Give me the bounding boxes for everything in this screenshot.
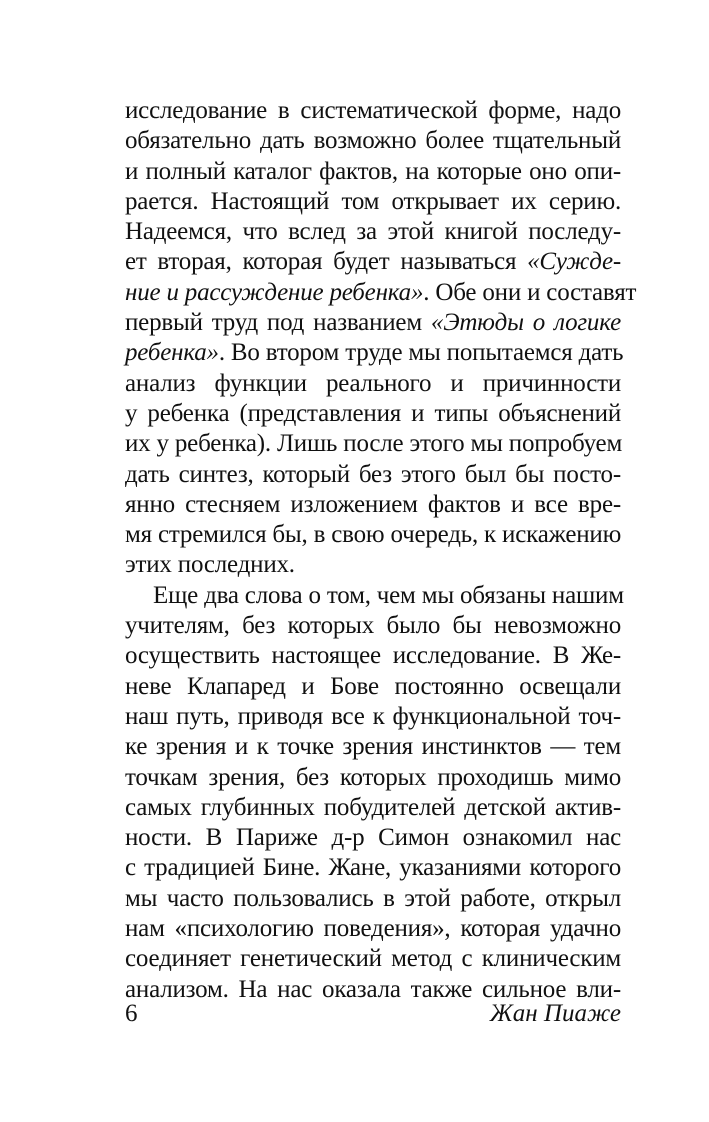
text-line: дать синтез, который без этого был бы посто- (125, 460, 621, 488)
text-line: нам «психологию поведения», которая удачно (125, 915, 621, 943)
text-line: Еще два слова о том, чем мы обязаны нашим (153, 581, 624, 609)
text-line: самых глубинных побудителей детской актив- (125, 793, 621, 821)
text-line: соединяет генетический метод с клиническим (125, 945, 621, 973)
text-line: учителям, без которых было бы невозможно (125, 612, 621, 640)
text-line: их у ребенка). Лишь после этого мы попробуем (125, 430, 623, 458)
text-segment: . Во втором труде мы попытаемся дать (218, 339, 624, 367)
book-title-italic: «Этюды о логике (430, 309, 621, 337)
text-line: обязательно дать возможно более тщательный (125, 127, 621, 155)
paragraph-1 (125, 96, 637, 581)
text-line: янно стесняем изложением фактов и все вре- (125, 490, 621, 518)
text-line: анализ функции реального и причинности (125, 369, 621, 397)
page-number: 6 (125, 1000, 138, 1027)
text-line: и полный каталог фактов, на которые оно опи- (125, 157, 621, 185)
text-segment: . Обе они и составят (423, 278, 637, 306)
text-line: неве Клапаред и Бове постоянно освещали (125, 672, 621, 700)
text-line: осуществить настоящее исследование. В Же- (125, 642, 621, 670)
text-line: исследование в систематической форме, надо (125, 97, 621, 124)
text-line: мы часто пользовались в этой работе, открыл (125, 884, 621, 912)
text-line: ности. В Париже д-р Симон ознакомил нас (125, 824, 621, 852)
text-line: ке зрения и к точке зрения инстинктов — тем (125, 733, 621, 761)
text-segment: ет вторая, которая будет называться (125, 248, 528, 276)
paragraph-2 (125, 581, 624, 1005)
text-line (125, 308, 621, 338)
text-line: у ребенка (представления и типы объяснений (125, 399, 621, 427)
text-line (125, 247, 621, 277)
text-line: с традицией Бине. Жане, указаниями которого (125, 854, 621, 882)
book-title-italic: «Сужде- (527, 248, 621, 276)
text-line: Надеемся, что вслед за этой книгой последу- (125, 218, 621, 246)
running-footer-author: Жан Пиаже (489, 1000, 621, 1027)
text-line (125, 278, 637, 308)
text-line: точкам зрения, без которых проходишь мимо (125, 763, 621, 791)
book-title-italic: ние и рассуждение ребенка» (125, 278, 424, 306)
page-footer (125, 1000, 621, 1032)
text-line: наш путь, приводя все к функциональной точ- (125, 702, 621, 730)
book-title-italic: ребенка» (125, 339, 219, 367)
text-segment: первый труд под названием (125, 309, 431, 337)
text-line: рается. Настоящий том открывает их серию. (125, 187, 621, 215)
text-line: мя стремился бы, в свою очередь, к искажению (125, 521, 622, 549)
text-line (125, 338, 624, 368)
body-text (125, 96, 637, 1005)
text-line: анализом. На нас оказала также сильное вли- (125, 975, 621, 1003)
text-line: этих последних. (125, 551, 295, 579)
